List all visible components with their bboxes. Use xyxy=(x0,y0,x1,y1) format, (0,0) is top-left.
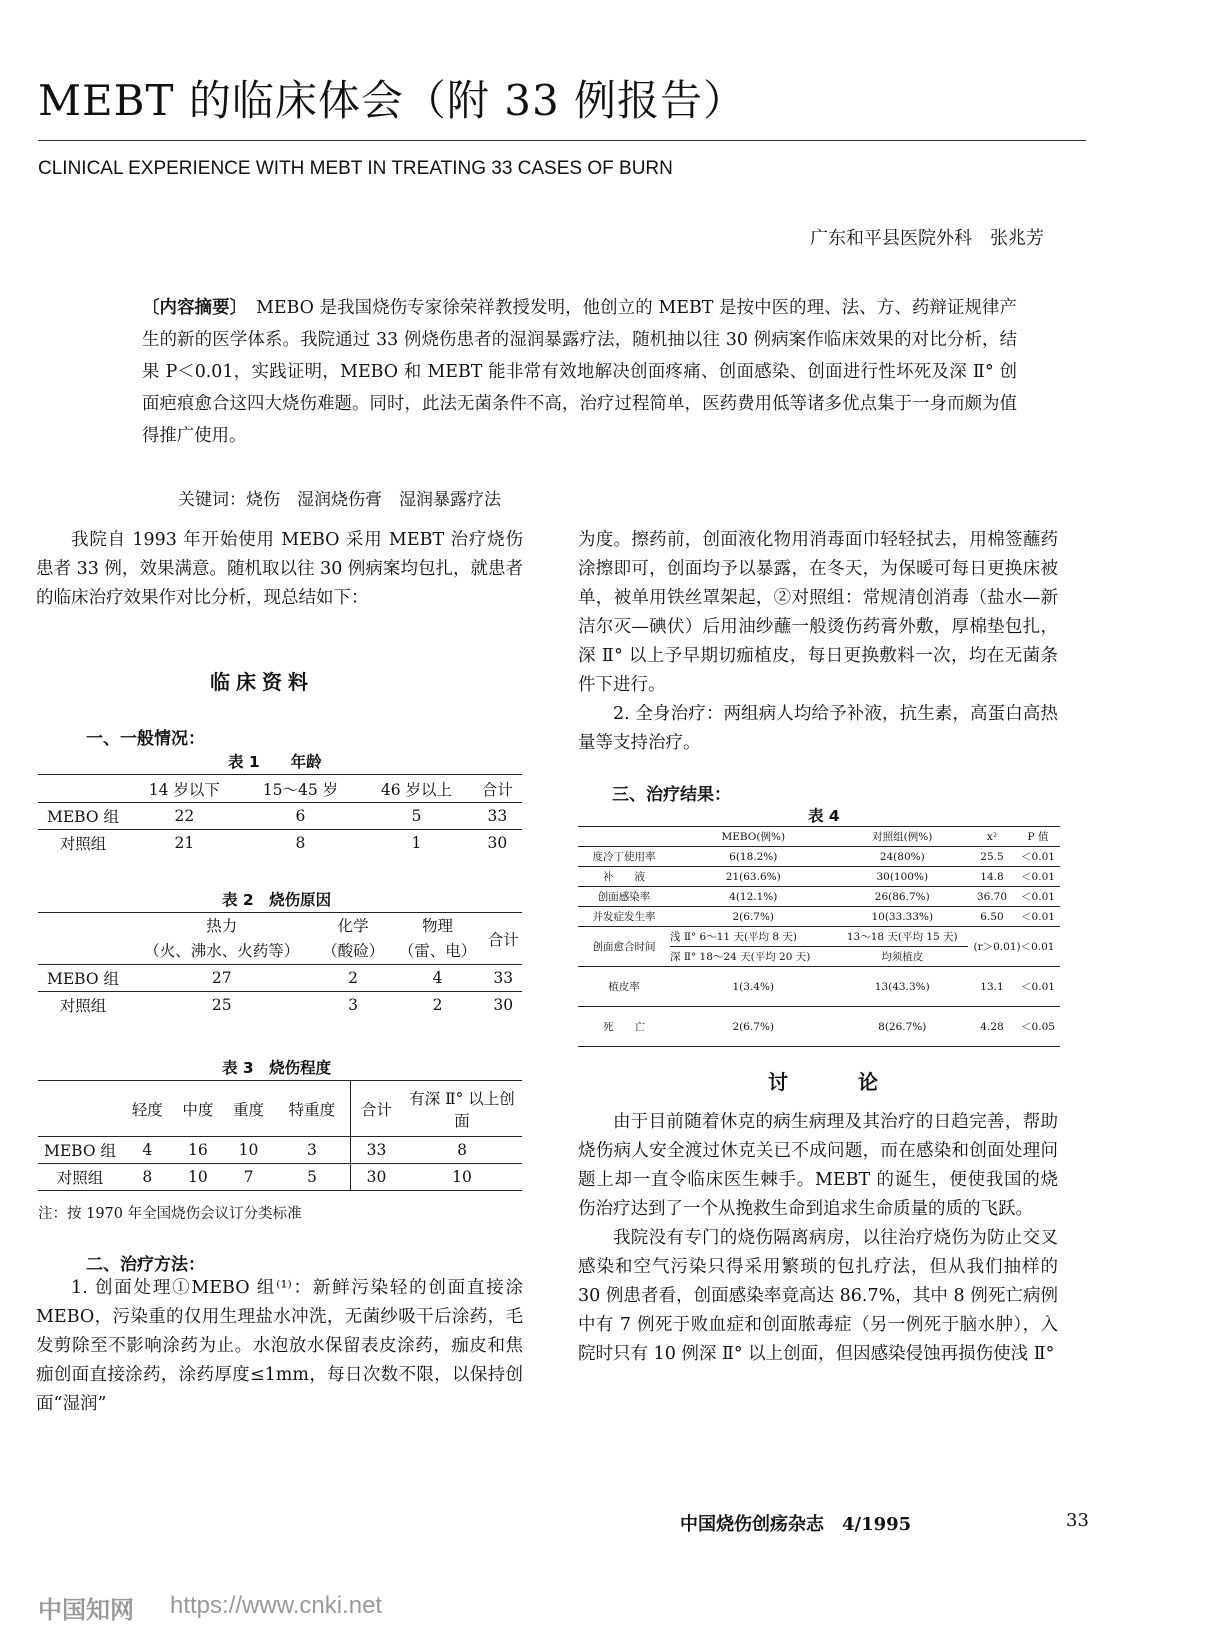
table4-header: MEBO(例%) xyxy=(721,831,786,843)
method1-paragraph xyxy=(36,1274,523,1419)
table2-subheader: （火、沸水、火药等） xyxy=(144,942,300,961)
table-row xyxy=(578,887,1060,907)
table3-cell: 对照组 xyxy=(56,1169,104,1187)
table-row xyxy=(38,1137,522,1164)
table-row xyxy=(578,1007,1060,1047)
table3-cell: 33 xyxy=(351,1137,402,1164)
discussion-paragraph-2: 我院没有专门的烧伤隔离病房，以往治疗烧伤为防止交叉感染和空气污染只得采用繁琐的包扎疗法，但从我们抽样的 30 例患者看，创面感染率竟高达 86.7%，其中 8 例死亡病例中有 7 例死于败血症和创面脓毒症（另一例死于脑水肿），入院时只有 10 例深 Ⅱ° 以上创面，但因感染侵蚀再损伤使浅 Ⅱ° xyxy=(578,1228,1058,1364)
table1-cell: 22 xyxy=(174,807,195,825)
table4-cell: ＜0.01 xyxy=(1021,871,1055,883)
discussion-paragraph-1: 由于目前随着休克的病生病理及其治疗的日趋完善，帮助烧伤病人安全渡过休克关已不成问题，而在感染和创面处理问题上却一直令临床医生棘手。MEBT 的诞生，便使我国的烧伤治疗达到了一个从挽救生命到追求生命质量的质的飞跃。 xyxy=(578,1112,1058,1219)
right-continuation xyxy=(578,526,1058,758)
table3-cell: 8 xyxy=(142,1168,153,1186)
section-heading-discussion: 讨 论 xyxy=(768,1070,888,1094)
abstract xyxy=(142,292,1017,452)
intro-paragraph xyxy=(36,526,523,613)
table4-cell: 10(33.33%) xyxy=(871,910,934,923)
table2-cell: 33 xyxy=(493,969,514,987)
table4-cell: 6.50 xyxy=(980,910,1004,923)
table1-header: 15～45 岁 xyxy=(262,780,339,799)
table4-cell: 创面感染率 xyxy=(597,891,651,903)
section-heading-clinical: 临床资料 xyxy=(210,670,314,694)
continuation-text: 为度。擦药前，创面液化物用消毒面巾轻轻拭去，用棉签蘸药涂擦即可，创面均予以暴露，在冬天，为保暖可每日更换床被单，被单用铁丝罩架起，②对照组：常规清创消毒（盐水—新洁尔灭—碘伏）后用油纱蘸一般烫伤药膏外敷，厚棉垫包扎，深 Ⅱ° 以上予早期切痂植皮，每日更换敷料一次，均在无菌条件下进行。 xyxy=(578,530,1058,695)
table1-header: 合计 xyxy=(481,780,513,799)
journal-footer: 中国烧伤创疡杂志 4/1995 xyxy=(680,1514,912,1535)
table3-cell: 10 xyxy=(452,1168,472,1186)
table3-header: 有深 Ⅱ° 以上创面 xyxy=(409,1089,515,1130)
table1-cell: 5 xyxy=(411,807,422,825)
table4-cell: ＜0.01 xyxy=(1021,851,1055,863)
table4-cell: 2(6.7%) xyxy=(732,1020,775,1033)
table3-cell: 8 xyxy=(457,1141,467,1159)
watermark-url[interactable]: https://www.cnki.net xyxy=(170,1592,383,1619)
table4-heal-deep: 深 Ⅱ° 18～24 天(平均 20 天) xyxy=(670,951,811,963)
table4-heal-ctrl-shallow: 13～18 天(平均 15 天) xyxy=(846,931,958,943)
table2-cell: 对照组 xyxy=(59,997,107,1016)
table4-cell: 21(63.6%) xyxy=(725,870,781,883)
table4-caption: 表 4 xyxy=(808,807,840,825)
table4-cell: 13(43.3%) xyxy=(874,980,930,993)
table1-header: 46 岁以上 xyxy=(380,780,453,799)
table-row xyxy=(578,967,1060,1007)
table4-cell: 30(100%) xyxy=(876,870,929,883)
method1-text: 1. 创面处理①MEBO 组⁽¹⁾：新鲜污染轻的创面直接涂 MEBO，污染重的仅用生理盐水冲洗，无菌纱吸干后涂药，毛发剪除至不影响涂药为止。水泡放水保留表皮涂药，痂皮和焦痂创面直接涂药，涂药厚度≤1mm，每日次数不限，以保持创面“湿润” xyxy=(36,1278,523,1414)
table2-header: 合计 xyxy=(487,930,519,949)
table3-cell: 7 xyxy=(243,1168,254,1186)
table4 xyxy=(578,826,1060,1047)
table2-header: 热力 xyxy=(206,916,238,935)
table4-heal-label: 创面愈合时间 xyxy=(592,941,656,953)
subheading-general: 一、一般情况： xyxy=(86,729,205,749)
table3-cell: 4 xyxy=(142,1141,153,1159)
table4-cell: ＜0.01 xyxy=(1021,911,1055,923)
table1-cell: 30 xyxy=(487,834,508,853)
discussion-body xyxy=(578,1108,1058,1369)
table1-cell: 33 xyxy=(487,807,508,825)
table4-cell: 4(12.1%) xyxy=(729,890,778,903)
table2-subheader: （酸硷） xyxy=(322,942,385,961)
table2-subheader: （雷、电） xyxy=(398,942,477,961)
table3-caption: 表 3 烧伤程度 xyxy=(222,1059,332,1077)
table1-cell: 6 xyxy=(295,807,306,825)
table2-cell: 27 xyxy=(211,969,232,987)
table1 xyxy=(38,774,522,857)
table4-cell: ＜0.05 xyxy=(1021,1021,1055,1033)
english-subtitle: CLINICAL EXPERIENCE WITH MEBT IN TREATING 33 CASES OF BURN xyxy=(38,158,673,179)
table4-header: x² xyxy=(986,830,998,843)
subheading-methods: 二、治疗方法： xyxy=(86,1255,205,1275)
table2-caption: 表 2 烧伤原因 xyxy=(222,891,332,909)
abstract-label: 〔内容摘要〕 xyxy=(142,298,239,318)
table-row xyxy=(38,992,522,1019)
table4-cell: 26(86.7%) xyxy=(874,890,930,903)
table3-header: 特重度 xyxy=(288,1100,336,1119)
table-row xyxy=(38,830,522,857)
table2-cell: 3 xyxy=(348,996,359,1015)
table3-cell: 10 xyxy=(188,1168,208,1186)
table1-cell: 对照组 xyxy=(59,835,107,854)
table4-cell: 度冷丁使用率 xyxy=(592,851,656,863)
table-row xyxy=(578,927,1060,947)
table3-cell: 30 xyxy=(351,1164,402,1191)
table-row xyxy=(578,847,1060,867)
title-rule xyxy=(38,140,1086,141)
author-affiliation: 广东和平县医院外科 张兆芳 xyxy=(810,228,1044,249)
table2-cell: 25 xyxy=(211,996,232,1015)
page-number: 33 xyxy=(1066,1510,1089,1531)
table-row xyxy=(578,907,1060,927)
table3 xyxy=(38,1080,522,1191)
table3-cell: 16 xyxy=(188,1141,208,1159)
table4-cell: 24(80%) xyxy=(879,850,925,863)
table4-header: 对照组(例%) xyxy=(872,831,933,843)
table-row xyxy=(578,867,1060,887)
table3-cell: 3 xyxy=(307,1141,317,1159)
table4-header: P 值 xyxy=(1027,831,1049,843)
table3-cell: MEBO 组 xyxy=(44,1142,116,1160)
table1-caption: 表 1 年龄 xyxy=(228,753,322,771)
table2 xyxy=(38,912,522,1019)
table-row xyxy=(38,1164,522,1191)
table1-cell: MEBO 组 xyxy=(47,808,119,826)
table2-cell: MEBO 组 xyxy=(47,970,119,988)
table4-cell: 8(26.7%) xyxy=(878,1020,927,1033)
table4-cell: 13.1 xyxy=(980,980,1004,993)
table2-cell: 4 xyxy=(432,969,443,987)
method2-text: 2. 全身治疗：两组病人均给予补液，抗生素，高蛋白高热量等支持治疗。 xyxy=(578,704,1058,753)
table2-cell: 2 xyxy=(432,996,443,1015)
table2-cell: 2 xyxy=(348,969,359,987)
table4-cell: ＜0.01 xyxy=(1021,891,1055,903)
table3-header: 重度 xyxy=(233,1100,265,1119)
table4-cell: 36.70 xyxy=(976,890,1008,903)
table4-cell: 14.8 xyxy=(980,870,1004,883)
table4-cell: 死 亡 xyxy=(603,1021,645,1033)
subheading-results: 三、治疗结果： xyxy=(612,785,731,805)
table2-header: 化学 xyxy=(337,916,369,935)
table4-cell: 补 液 xyxy=(603,871,645,883)
table3-cell: 5 xyxy=(307,1168,317,1186)
table3-note: 注：按 1970 年全国烧伤会议订分类标准 xyxy=(38,1206,302,1222)
table4-cell: 2(6.7%) xyxy=(732,910,775,923)
table3-cell: 10 xyxy=(238,1141,259,1159)
table4-cell: 4.28 xyxy=(980,1020,1004,1033)
table4-heal-p: (r＞0.01)＜0.01 xyxy=(973,941,1055,953)
table4-heal-ctrl-deep: 均须植皮 xyxy=(881,951,924,963)
table4-cell: 6(18.2%) xyxy=(729,850,778,863)
table3-header: 合计 xyxy=(351,1081,402,1137)
intro-text: 我院自 1993 年开始使用 MEBO 采用 MEBT 治疗烧伤患者 33 例，效果满意。随机取以往 30 例病案均包扎，就患者的临床治疗效果作对比分析，现总结如下： xyxy=(36,530,523,608)
table1-cell: 21 xyxy=(174,834,195,853)
page-title: MEBT 的临床体会（附 33 例报告） xyxy=(38,76,747,125)
table2-header: 物理 xyxy=(422,916,454,935)
table1-header: 14 岁以下 xyxy=(148,780,220,799)
table4-cell: ＜0.01 xyxy=(1021,981,1055,993)
table4-heal-shallow: 浅 Ⅱ° 6～11 天(平均 8 天) xyxy=(670,931,797,943)
table2-cell: 30 xyxy=(493,996,514,1015)
abstract-text: MEBO 是我国烧伤专家徐荣祥教授发明，他创立的 MEBT 是按中医的理、法、方、药辩证规律产生的新的医学体系。我院通过 33 例烧伤患者的湿润暴露疗法，随机抽以往 30 例病案作临床效果的对比分析，结果 P＜0.01，实践证明，MEBO 和 MEBT 能非常有效地解决创面疼痛、创面感染、创面进行性坏死及深 Ⅱ° 创面疤痕愈合这四大烧伤难题。同时，此法无菌条件不高，治疗过程简单，医药费用低等诸多优点集于一身而颇为值得推广使用。 xyxy=(142,298,1017,446)
watermark-logo: 中国知网 xyxy=(38,1596,134,1624)
table3-header: 中度 xyxy=(182,1100,214,1119)
table4-cell: 植皮率 xyxy=(608,981,640,993)
table-row xyxy=(38,965,522,992)
table4-cell: 并发症发生率 xyxy=(592,911,656,923)
table3-header: 轻度 xyxy=(131,1100,163,1119)
table4-cell: 1(3.4%) xyxy=(732,980,775,993)
table1-cell: 1 xyxy=(411,834,422,853)
keywords: 关键词：烧伤 湿润烧伤膏 湿润暴露疗法 xyxy=(178,490,501,510)
table1-cell: 8 xyxy=(295,834,306,853)
table4-cell: 25.5 xyxy=(980,850,1004,863)
table-row xyxy=(38,803,522,830)
